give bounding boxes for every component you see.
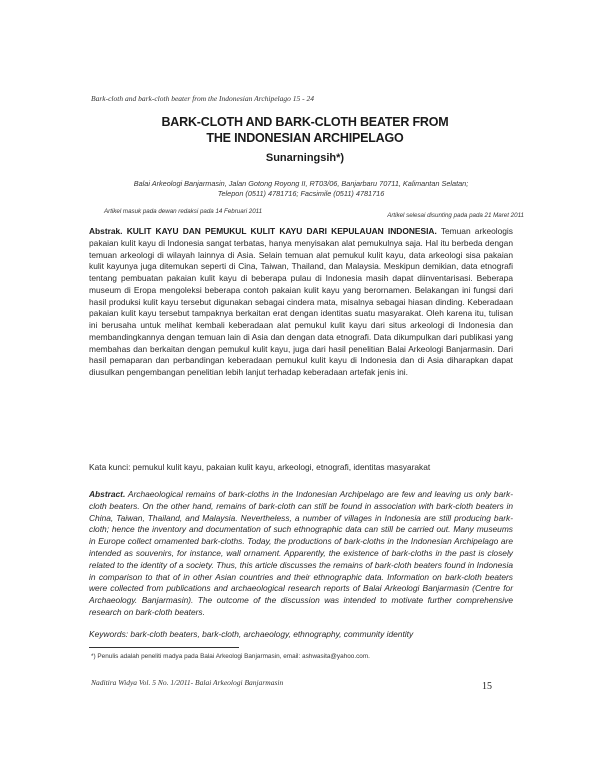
footer-journal: Naditira Widya Vol. 5 No. 1/2011- Balai Arkeologi Banjarmasin	[91, 678, 284, 687]
article-dates	[104, 208, 524, 220]
kata-kunci: Kata kunci: pemukul kulit kayu, pakaian kulit kayu, arkeologi, etnografi, identitas masyarakat	[89, 462, 431, 472]
abstract-english	[89, 489, 513, 619]
footnote-divider	[89, 647, 239, 648]
author-affiliation	[96, 179, 506, 199]
title-line-2: THE INDONESIAN ARCHIPELAGO	[206, 131, 404, 145]
abstrak-indonesian	[89, 226, 513, 379]
abstrak-lead: Abstrak. KULIT KAYU DAN PEMUKUL KULIT KAYU DARI KEPULAUAN INDONESIA.	[89, 226, 437, 236]
finished-date: Artikel selesai disunting pada pada 21 Maret 2011	[387, 212, 524, 219]
footnote: *) Penulis adalah peneliti madya pada Balai Arkeologi Banjarmasin, email: ashwasita@yahoo.com.	[91, 653, 370, 660]
received-date: Artikel masuk pada dewan redaksi pada 14 Februari 2011	[104, 208, 263, 215]
abstract-body: Archaeological remains of bark-cloths in the Indonesian Archipelago are few and leaving us only bark-cloth beaters. On the other hand, remains of bark-cloth can still be found in association with bark-cloth beaters in China, Taiwan, Thailand, and Malaysia. Nevertheless, a number of villages in Indonesia are still producing bark-cloth; hence the inventory and documentation of such ethnographic data can still be carried out. Many museums in Europe collect ornamented bark-cloths. Today, the productions of bark-cloths in the Indonesian Archipelago are intended as souvenirs, for instance, wall ornament. Apparently, the existence of bark-cloths in the past is closely related to the identity of a society. Thus, this article discusses the remains of bark-cloth beaters found in Indonesia in comparison to that of in other Asian countries and their ethnographic data. Information on bark-cloth beaters were collected from publications and archaeological research reports of Balai Arkeologi Banjarmasin (Centre for Archaeology. Banjarmasin). The outcome of the discussion was intended to motivate further comprehensive research on bark-cloth beaters.	[89, 489, 513, 617]
title-line-1: BARK-CLOTH AND BARK-CLOTH BEATER FROM	[161, 115, 449, 129]
paper-title	[90, 114, 520, 146]
running-head: Bark-cloth and bark-cloth beater from the Indonesian Archipelago 15 - 24	[91, 94, 315, 103]
affiliation-address: Balai Arkeologi Banjarmasin, Jalan Gotong Royong II, RT03/06, Banjarbaru 70711, Kalimantan Selatan;	[133, 179, 469, 188]
affiliation-phone: Telepon (0511) 4781716; Facsimile (0511) 4781716	[217, 189, 385, 198]
author-name: Sunarningsih*)	[265, 152, 345, 164]
page-number: 15	[482, 681, 492, 692]
abstract-lead: Abstract.	[89, 489, 126, 499]
keywords: Keywords: bark-cloth beaters, bark-cloth, archaeology, ethnography, community identity	[89, 629, 414, 639]
abstrak-body: Temuan arkeologis pakaian kulit kayu di Indonesia sangat terbatas, hanya menyisakan alat pemukulnya saja. Hal itu berbeda dengan temuan arkeologi di wilayah lainnya di Asia. Selain temuan alat pemukul kulit kayu, data arkeologi sisa pakaian kulit kayunya juga ditemukan seperti di Cina, Taiwan, Thailand, dan Malaysia. Meskipun demikian, data etnografi tentang pembuatan pakaian kulit kayu di beberapa pulau di Indonesia masih dapat diinventarisasi. Beberapa museum di Eropa mengoleksi beberapa contoh pakaian kulit kayu yang berornamen. Belakangan ini fungsi dari hasil produksi kulit kayu tersebut digunakan sebagai cindera mata, misalnya sebagai hiasan dinding. Keberadaan pakaian kulit kayu tersebut tampaknya berkaitan erat dengan identitas suatu masyarakat. Oleh karena itu, tulisan ini berusaha untuk melihat kembali keberadaan alat pemukul kulit kayu dari situs arkeologi di Indonesia dan membandingkannya dengan temuan lain di Asia dan dengan data etnografi. Data dikumpulkan dari publikasi yang membahas dan berkaitan dengan pemukul kulit kayu, juga dari hasil penelitian Balai Arkeologi Banjarmasin. Dari hasil pemaparan dan perbandingan keberadaan pemukul kulit kayu di Indonesia dan di Asia diharapkan dapat diusulkan pengembangan penelitian lebih lanjut terhadap keberadaan artefak jenis ini.	[89, 226, 513, 377]
